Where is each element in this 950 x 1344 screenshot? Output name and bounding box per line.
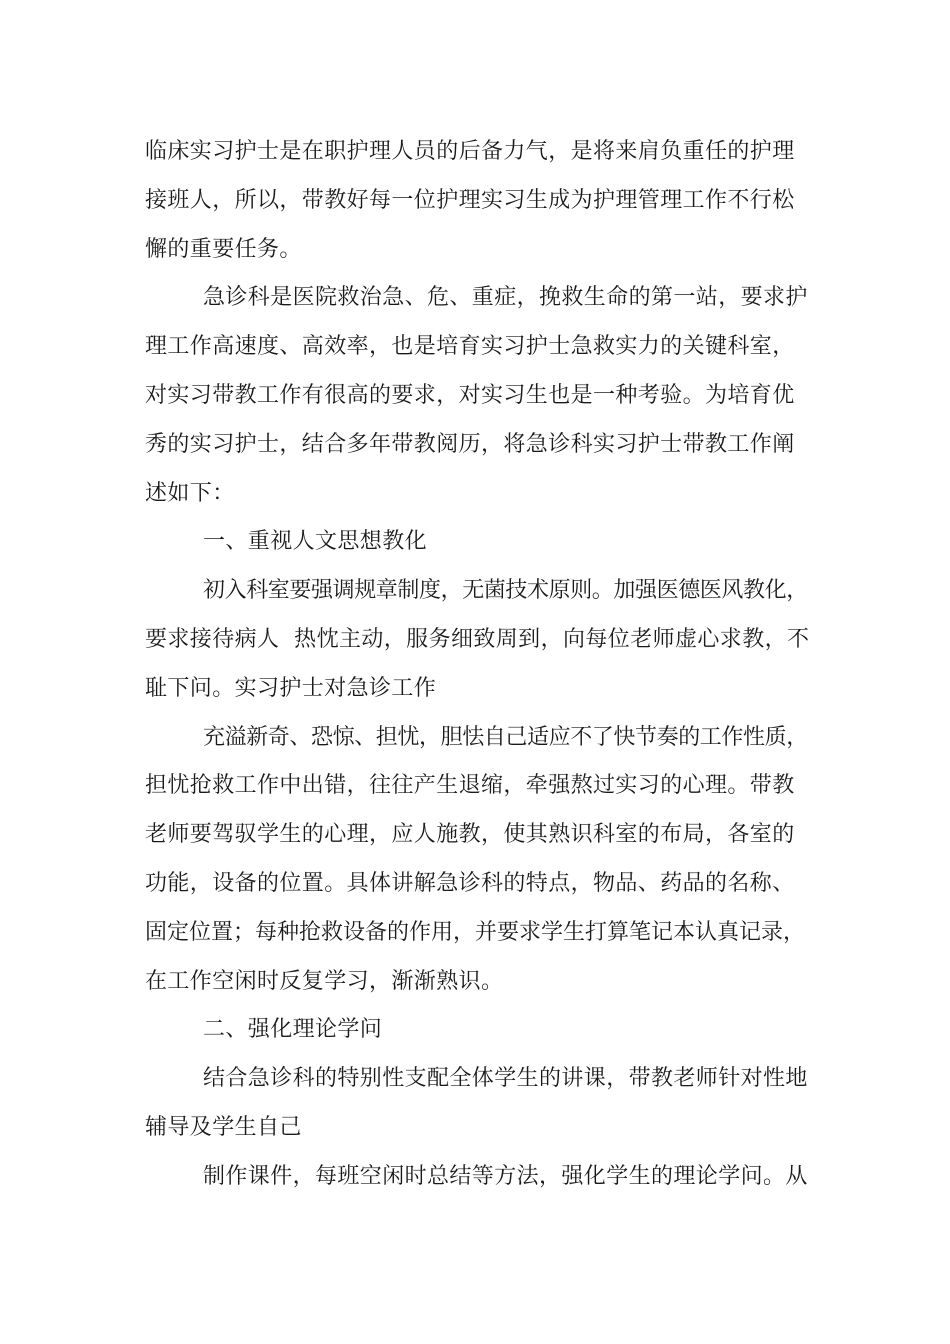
text-line: 对实习带教工作有很高的要求，对实习生也是一种考验。为培育优 — [145, 382, 795, 408]
text-line: 制作课件，每班空闲时总结等方法，强化学生的理论学问。从 — [203, 1163, 808, 1189]
document-body — [145, 128, 810, 1202]
text-line: 在工作空闲时反复学习，渐渐熟识。 — [145, 968, 504, 994]
text-line: 理工作高速度、高效率，也是培育实习护士急救实力的关键科室， — [145, 334, 795, 360]
text-line: 充溢新奇、恐惊、担忧，胆怯自己适应不了快节奏的工作性质， — [203, 724, 808, 750]
text-line: 要求接待病人 热忱主动，服务细致周到，向每位老师虚心求教，不 — [145, 626, 810, 652]
text-line: 功能，设备的位置。具体讲解急诊科的特点，物品、药品的名称、 — [145, 870, 795, 896]
text-line: 老师要驾驭学生的心理，应人施教，使其熟识科室的布局，各室的 — [145, 822, 795, 848]
text-line: 初入科室要强调规章制度，无菌技术原则。加强医德医风教化， — [203, 578, 808, 604]
text-line: 接班人，所以，带教好每一位护理实习生成为护理管理工作不行松 — [145, 187, 795, 213]
text-line: 结合急诊科的特别性支配全体学生的讲课，带教老师针对性地 — [203, 1066, 808, 1092]
text-line: 耻下问。实习护士对急诊工作 — [145, 675, 437, 701]
text-line: 懈的重要任务。 — [145, 236, 302, 262]
text-line: 述如下： — [145, 480, 235, 506]
section-heading: 一、重视人文思想教化 — [203, 529, 428, 555]
text-line: 急诊科是医院救治急、危、重症，挽救生命的第一站，要求护 — [203, 285, 808, 311]
text-line: 辅导及学生自己 — [145, 1114, 302, 1140]
text-line: 担忧抢救工作中出错，往往产生退缩，牵强熬过实习的心理。带教 — [145, 773, 795, 799]
section-heading: 二、强化理论学问 — [203, 1017, 383, 1043]
text-line: 固定位置；每种抢救设备的作用，并要求学生打算笔记本认真记录， — [145, 919, 806, 945]
text-line: 临床实习护士是在职护理人员的后备力气，是将来肩负重任的护理 — [145, 139, 795, 164]
text-line: 秀的实习护士，结合多年带教阅历，将急诊科实习护士带教工作阐 — [145, 431, 795, 457]
